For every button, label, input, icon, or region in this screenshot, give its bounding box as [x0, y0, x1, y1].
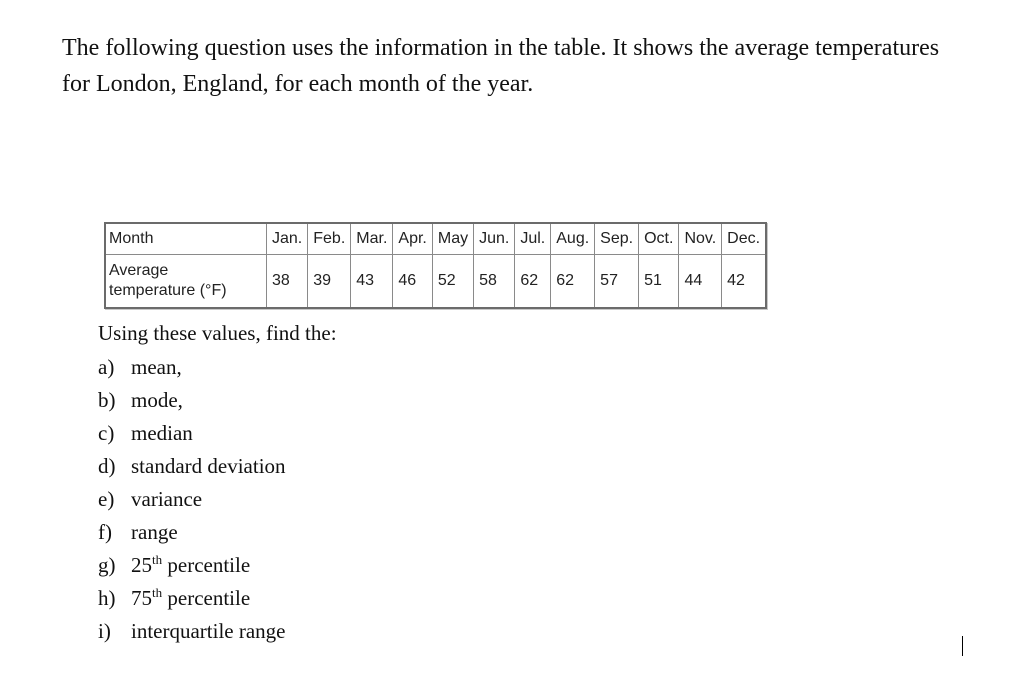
ordinal-suffix: th	[152, 585, 163, 600]
month-cell-feb: Feb.	[308, 223, 351, 255]
question-text: mean,	[131, 355, 182, 379]
temp-cell-jul: 62	[515, 255, 551, 309]
month-row	[105, 223, 766, 255]
question-item-f	[98, 516, 286, 549]
temperature-row	[105, 255, 766, 309]
question-letter: h)	[98, 586, 116, 610]
month-cell-dec: Dec.	[722, 223, 766, 255]
question-number: 75	[131, 586, 152, 610]
intro-paragraph: The following question uses the information in the table. It shows the average temperatures for London, England, for each month of the year.	[62, 35, 940, 97]
month-cell-sep: Sep.	[595, 223, 639, 255]
month-cell-mar: Mar.	[351, 223, 393, 255]
question-item-i	[98, 615, 286, 648]
question-letter: d)	[98, 454, 116, 478]
prompt-text: Using these values, find the:	[98, 321, 337, 345]
month-cell-nov: Nov.	[679, 223, 722, 255]
month-cell-apr: Apr.	[393, 223, 432, 255]
month-cell-jun: Jun.	[474, 223, 515, 255]
question-letter: g)	[98, 553, 116, 577]
temp-cell-dec: 42	[722, 255, 766, 309]
ordinal-suffix: th	[152, 552, 163, 567]
temp-cell-oct: 51	[639, 255, 679, 309]
question-letter: f)	[98, 520, 112, 544]
temperature-header-line1: Average	[109, 262, 169, 279]
question-item-h	[98, 582, 286, 615]
question-letter: c)	[98, 421, 115, 445]
temp-cell-apr: 46	[393, 255, 432, 309]
question-text: percentile	[162, 553, 251, 577]
temperature-header-line2: temperature (°F)	[109, 282, 227, 299]
temp-cell-aug: 62	[551, 255, 595, 309]
temp-cell-nov: 44	[679, 255, 722, 309]
question-item-b	[98, 384, 286, 417]
question-letter: a)	[98, 355, 115, 379]
question-text: interquartile range	[131, 619, 286, 643]
question-item-a	[98, 351, 286, 384]
temp-cell-mar: 43	[351, 255, 393, 309]
temperature-table	[104, 222, 767, 309]
temperature-header-cell	[105, 255, 267, 309]
question-item-g	[98, 549, 286, 582]
month-header-cell: Month	[105, 223, 267, 255]
question-item-e	[98, 483, 286, 516]
question-list	[98, 351, 286, 648]
month-cell-aug: Aug.	[551, 223, 595, 255]
temp-cell-may: 52	[432, 255, 473, 309]
question-number: 25	[131, 553, 152, 577]
question-text: median	[131, 421, 193, 445]
text-cursor	[962, 636, 963, 656]
temp-cell-feb: 39	[308, 255, 351, 309]
question-text: percentile	[162, 586, 251, 610]
question-item-c	[98, 417, 286, 450]
temp-cell-sep: 57	[595, 255, 639, 309]
question-text: mode,	[131, 388, 183, 412]
month-cell-may: May	[432, 223, 473, 255]
question-item-d	[98, 450, 286, 483]
temp-cell-jun: 58	[474, 255, 515, 309]
question-text: variance	[131, 487, 203, 511]
question-letter: b)	[98, 388, 116, 412]
month-cell-oct: Oct.	[639, 223, 679, 255]
question-letter: i)	[98, 619, 111, 643]
month-cell-jul: Jul.	[515, 223, 551, 255]
question-letter: e)	[98, 487, 115, 511]
month-cell-jan: Jan.	[267, 223, 308, 255]
question-text: range	[131, 520, 178, 544]
temp-cell-jan: 38	[267, 255, 308, 309]
question-text: standard deviation	[131, 454, 286, 478]
